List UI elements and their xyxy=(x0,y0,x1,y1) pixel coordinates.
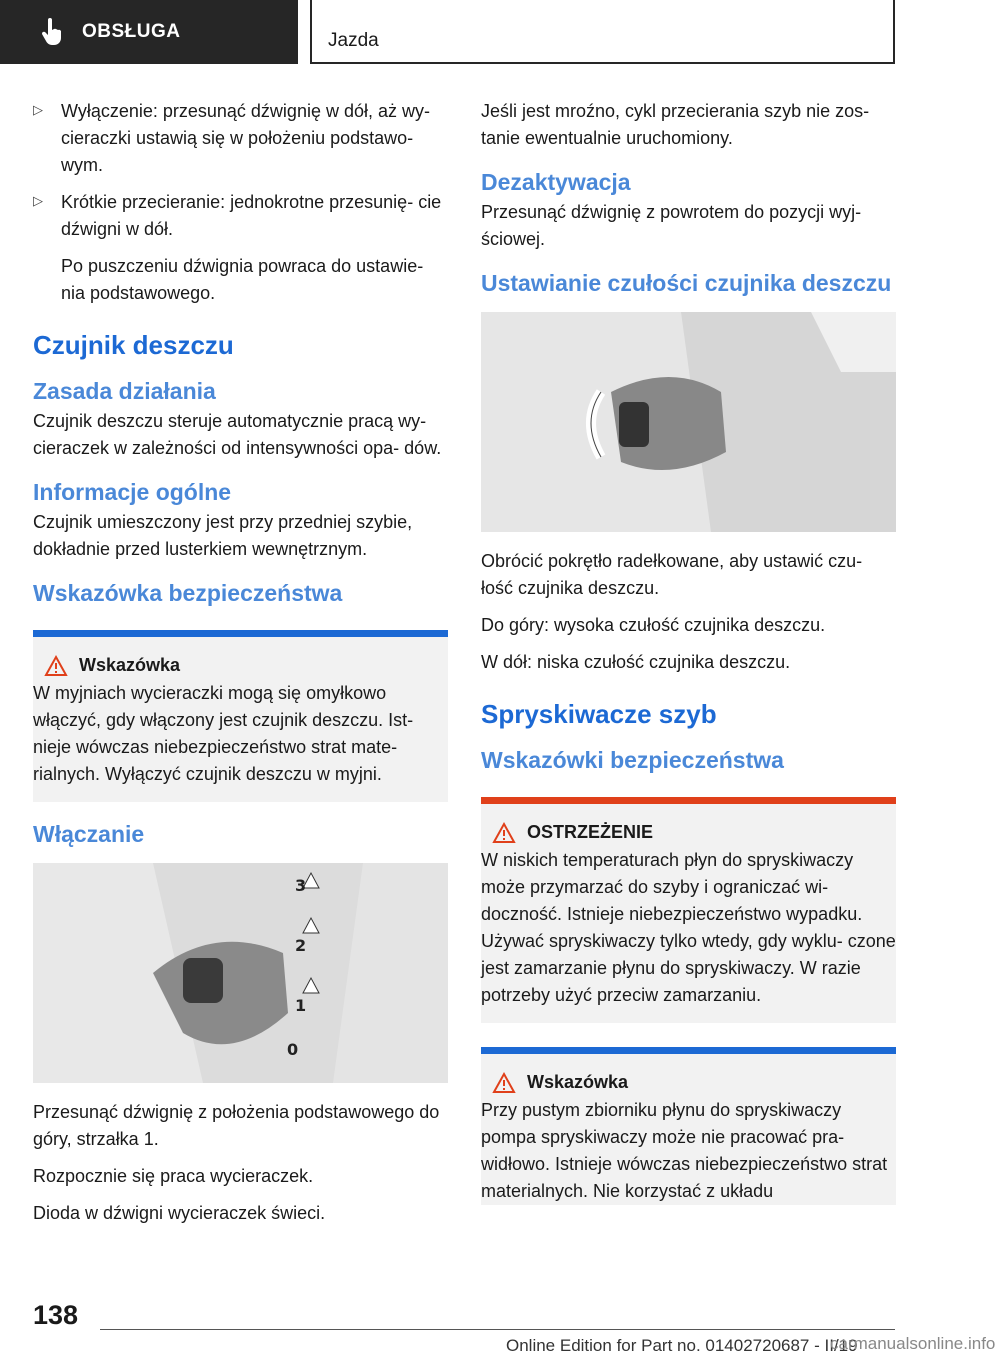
heading-washers: Spryskiwacze szyb xyxy=(481,699,717,729)
footer-edition: Online Edition for Part no. 01402720687 - II/19 xyxy=(506,1336,858,1355)
notice-text: W myjniach wycieraczki mogą się omyłkowo włączyć, gdy włączony jest czujnik deszczu. Ist‐ nieje wówczas niebezpieczeństwo strat mate‐ rialnych. Wyłączyć czujnik deszczu w myjni. xyxy=(33,683,414,784)
wiper-lever-image xyxy=(33,863,448,1083)
paragraph-deactivation: Przesunąć dźwignię z powrotem do pozycji wyj‐ ściowej. xyxy=(481,202,862,249)
paragraph-sensitivity-2: Do góry: wysoka czułość czujnika deszczu. xyxy=(481,615,826,635)
warning-triangle-icon xyxy=(45,656,67,676)
right-column xyxy=(481,98,896,1223)
warning-triangle-icon xyxy=(493,823,515,843)
paragraph-general-info: Czujnik umieszczony jest przy przedniej szybie, dokładnie przed lusterkiem wewnętrznym. xyxy=(33,512,413,559)
warning-text: W niskich temperaturach płyn do spryskiwaczy może przymarzać do szyby i ograniczać wi‐ doczność. Istnieje niebezpieczeństwo wypadku. Używać spryskiwaczy tylko wtedy, gdy wyklu‐ czone jest zamarzanie płynu do spryskiwaczy. W razie potrzeby użyć przeciw zamarzaniu. xyxy=(481,850,896,1005)
notice-box xyxy=(33,630,448,802)
header-section-label: OBSŁUGA xyxy=(82,21,181,42)
position-label: 1 xyxy=(295,996,307,1015)
heading-safety-note: Wskazówka bezpieczeństwa xyxy=(33,580,343,606)
paragraph-switch-on-2: Rozpocznie się praca wycieraczek. xyxy=(33,1166,314,1186)
paragraph-sensitivity-3: W dół: niska czułość czujnika deszczu. xyxy=(481,652,791,672)
heading-sensitivity: Ustawianie czułości czujnika deszczu xyxy=(481,270,892,296)
triangle-bullet-icon: ▷ xyxy=(33,193,43,208)
knurled-wheel-image xyxy=(481,312,896,532)
paragraph-switch-on-1: Przesunąć dźwignię z położenia podstawowego do góry, strzałka 1. xyxy=(33,1102,440,1149)
page-number: 138 xyxy=(33,1300,79,1330)
notice-title: Wskazówka xyxy=(79,655,181,675)
bullet-note: Po puszczeniu dźwignia powraca do ustawie‐ nia podstawowego. xyxy=(61,256,424,303)
notice-title: Wskazówka xyxy=(527,1072,629,1092)
list-item: ▷ Wyłączenie: przesunąć dźwignię w dół, aż wy‐ cieraczki ustawią się w położeniu podstawo‐ wym. xyxy=(33,98,448,179)
heading-deactivation: Dezaktywacja xyxy=(481,169,631,195)
header-chapter xyxy=(310,0,895,64)
heading-switch-on: Włączanie xyxy=(33,821,145,847)
position-label: 3 xyxy=(295,876,307,895)
warning-title: OSTRZEŻENIE xyxy=(527,822,654,842)
position-label: 0 xyxy=(287,1040,299,1059)
paragraph-sensitivity-1: Obrócić pokrętło radełkowane, aby ustawić czu‐ łość czujnika deszczu. xyxy=(481,551,863,598)
watermark: carmanualsonline.info xyxy=(830,1334,995,1353)
left-column xyxy=(33,98,448,1237)
heading-general-info: Informacje ogólne xyxy=(33,479,232,505)
heading-principle: Zasada działania xyxy=(33,378,216,404)
list-item: ▷ Krótkie przecieranie: jednokrotne przesunię‐ cie dźwigni w dół. xyxy=(33,189,448,243)
header-chapter-label: Jazda xyxy=(328,30,379,51)
notice-box xyxy=(481,1047,896,1205)
paragraph-frost: Jeśli jest mroźno, cykl przecierania szyb nie zos‐ tanie ewentualnie uruchomiony. xyxy=(481,101,870,148)
hand-pointer-icon xyxy=(40,18,64,46)
notice-text: Przy pustym zbiorniku płynu do spryskiwaczy pompa spryskiwaczy może nie pracować pra‐ widłowo. Istnieje wówczas niebezpieczeństwo strat materialnych. Nie korzystać z układu xyxy=(481,1100,888,1201)
heading-washer-safety: Wskazówki bezpieczeństwa xyxy=(481,747,784,773)
paragraph-principle: Czujnik deszczu steruje automatycznie pracą wy‐ cieraczek w zależności od intensywności opa‐ dów. xyxy=(33,411,442,458)
warning-box xyxy=(481,797,896,1023)
paragraph-switch-on-3: Dioda w dźwigni wycieraczek świeci. xyxy=(33,1203,326,1223)
warning-triangle-icon xyxy=(493,1073,515,1093)
triangle-bullet-icon: ▷ xyxy=(33,102,43,117)
heading-rain-sensor: Czujnik deszczu xyxy=(33,330,234,360)
header-section-tab xyxy=(0,0,298,64)
footer-divider xyxy=(100,1329,895,1330)
position-label: 2 xyxy=(295,936,307,955)
